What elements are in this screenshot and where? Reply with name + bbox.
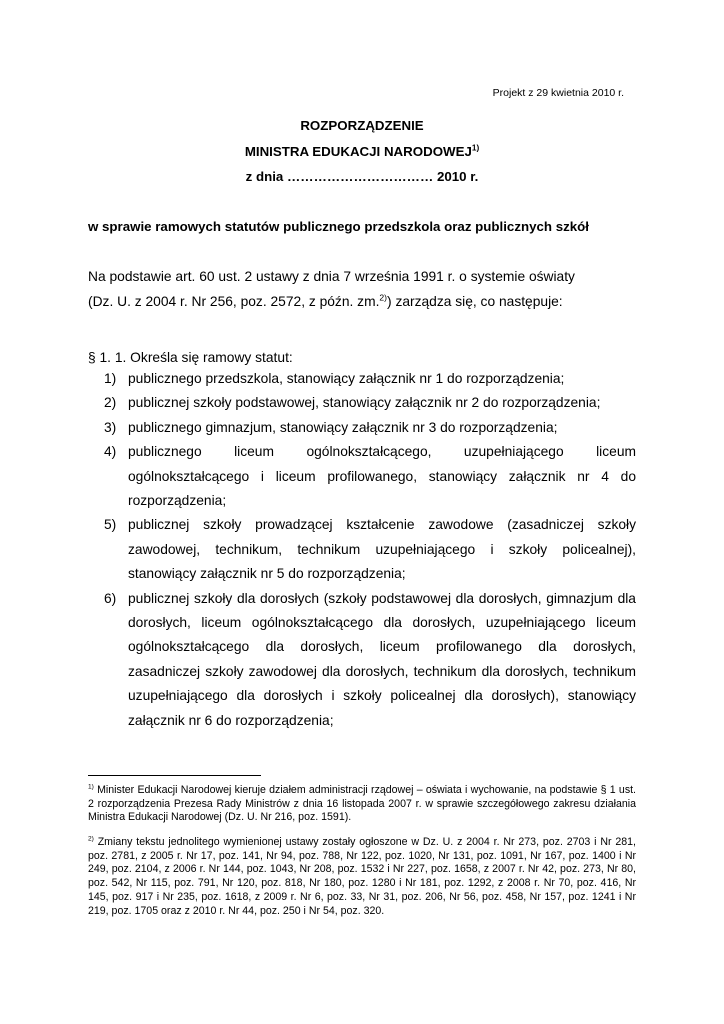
footnote-separator xyxy=(88,775,261,776)
legal-basis-line-1: Na podstawie art. 60 ust. 2 ustawy z dnia 7 września 1991 r. o systemie oświaty xyxy=(88,269,575,284)
list-item xyxy=(88,416,636,440)
document-subject: w sprawie ramowych statutów publicznego przedszkola oraz publicznych szkół xyxy=(88,219,589,234)
list-item xyxy=(88,367,636,391)
list-item xyxy=(88,587,636,733)
section-heading: § 1. 1. Określa się ramowy statut: xyxy=(88,350,293,365)
list-item-text: publicznego gimnazjum, stanowiący załącznik nr 3 do rozporządzenia; xyxy=(128,419,558,435)
footnote-ref-1[interactable]: 1) xyxy=(471,143,480,153)
list-item-text: publicznej szkoły prowadzącej kształcenie zawodowe (zasadniczej szkoły zawodowej, technikum, technikum uzupełniającego i szkoły policealnej), stanowiący załącznik nr 5 do rozporządzenia; xyxy=(128,517,636,582)
list-item-number: 3) xyxy=(104,419,117,435)
legal-basis-line-2 xyxy=(88,289,636,314)
footnote-2-marker: 2) xyxy=(88,835,94,843)
list-item-text: publicznego liceum ogólnokształcącego, uzupełniającego liceum ogólnokształcącego i liceum profilowanego, stanowiący załącznik nr 4 do rozporządzenia; xyxy=(128,444,636,509)
list-item-text: publicznego przedszkola, stanowiący załącznik nr 1 do rozporządzenia; xyxy=(128,371,565,386)
footnote-2-text: Zmiany tekstu jednolitego wymienionej ustawy zostały ogłoszone w Dz. U. z 2004 r. Nr 273, poz. 2703 i Nr 281, poz. 2781, z 2005 r. Nr 17, poz. 141, Nr 94, poz. 788, Nr 122, poz. 1020, Nr 131, poz. 1091, Nr 167, poz. 1400 i Nr 249, poz. 2104, z 2006 r. Nr 144, poz. 1043, Nr 208, poz. 1532 i Nr 227, poz. 1658, z 2007 r. Nr 42, poz. 273, Nr 80, poz. 542, Nr 115, poz. 791, Nr 120, poz. 818, Nr 180, poz. 1280 i Nr 181, poz. 1292, z 2008 r. Nr 70, poz. 416, Nr 145, poz. 917 i Nr 235, poz. 1618, z 2009 r. Nr 6, poz. 33, Nr 31, poz. 206, Nr 56, poz. 458, Nr 157, poz. 1241 i Nr 219, poz. 1705 oraz z 2010 r. Nr 44, poz. 250 i Nr 54, poz. 320. xyxy=(88,836,636,917)
legal-basis-citation: (Dz. U. z 2004 r. Nr 256, poz. 2572, z późn. zm. xyxy=(88,294,380,309)
footnote-1-text: Minister Edukacji Narodowej kieruje działem administracji rządowej – oświata i wychowanie, na podstawie § 1 ust. 2 rozporządzenia Prezesa Rady Ministrów z dnia 16 listopada 2007 r. w sprawie szczegółowego zakresu działania Ministra Edukacji Narodowej (Dz. U. Nr 216, poz. 1591). xyxy=(88,784,636,824)
list-item-text: publicznej szkoły podstawowej, stanowiący załącznik nr 2 do rozporządzenia; xyxy=(128,395,601,411)
list-item xyxy=(88,391,636,415)
footnote-ref-2[interactable]: 2) xyxy=(379,292,388,303)
list-item xyxy=(88,513,636,586)
footnote-1-marker: 1) xyxy=(88,783,94,791)
list-item-number: 6) xyxy=(104,590,117,606)
footnote-1 xyxy=(88,784,636,825)
legal-basis xyxy=(88,264,636,314)
issuing-authority-title xyxy=(0,144,724,159)
list-item xyxy=(88,440,636,513)
legal-basis-closing: ) zarządza się, co następuje: xyxy=(387,294,563,309)
statute-list xyxy=(88,367,636,733)
list-item-number: 4) xyxy=(104,444,117,460)
issuing-authority-text: MINISTRA EDUKACJI NARODOWEJ xyxy=(244,144,472,159)
list-item-number: 2) xyxy=(104,395,117,411)
list-item-text: publicznej szkoły dla dorosłych (szkoły podstawowej dla dorosłych, gimnazjum dla dorosłych, liceum ogólnokształcącego dla dorosłych, uzupełniającego liceum ogólnokształcącego dla dorosłych, liceum profilowanego dla dorosłych, zasadniczej szkoły zawodowej dla dorosłych, technikum dla dorosłych, technikum uzupełniającego dla dorosłych i szkoły policealnej dla dorosłych), stanowiący załącznik nr 6 do rozporządzenia; xyxy=(128,590,636,728)
document-date-line: z dnia …………………………… 2010 r. xyxy=(245,169,479,184)
document-type-title: ROZPORZĄDZENIE xyxy=(300,118,424,133)
list-item-number: 1) xyxy=(104,371,117,386)
list-item-number: 5) xyxy=(104,517,117,533)
footnote-2 xyxy=(88,836,636,918)
draft-date: Projekt z 29 kwietnia 2010 r. xyxy=(492,87,624,99)
